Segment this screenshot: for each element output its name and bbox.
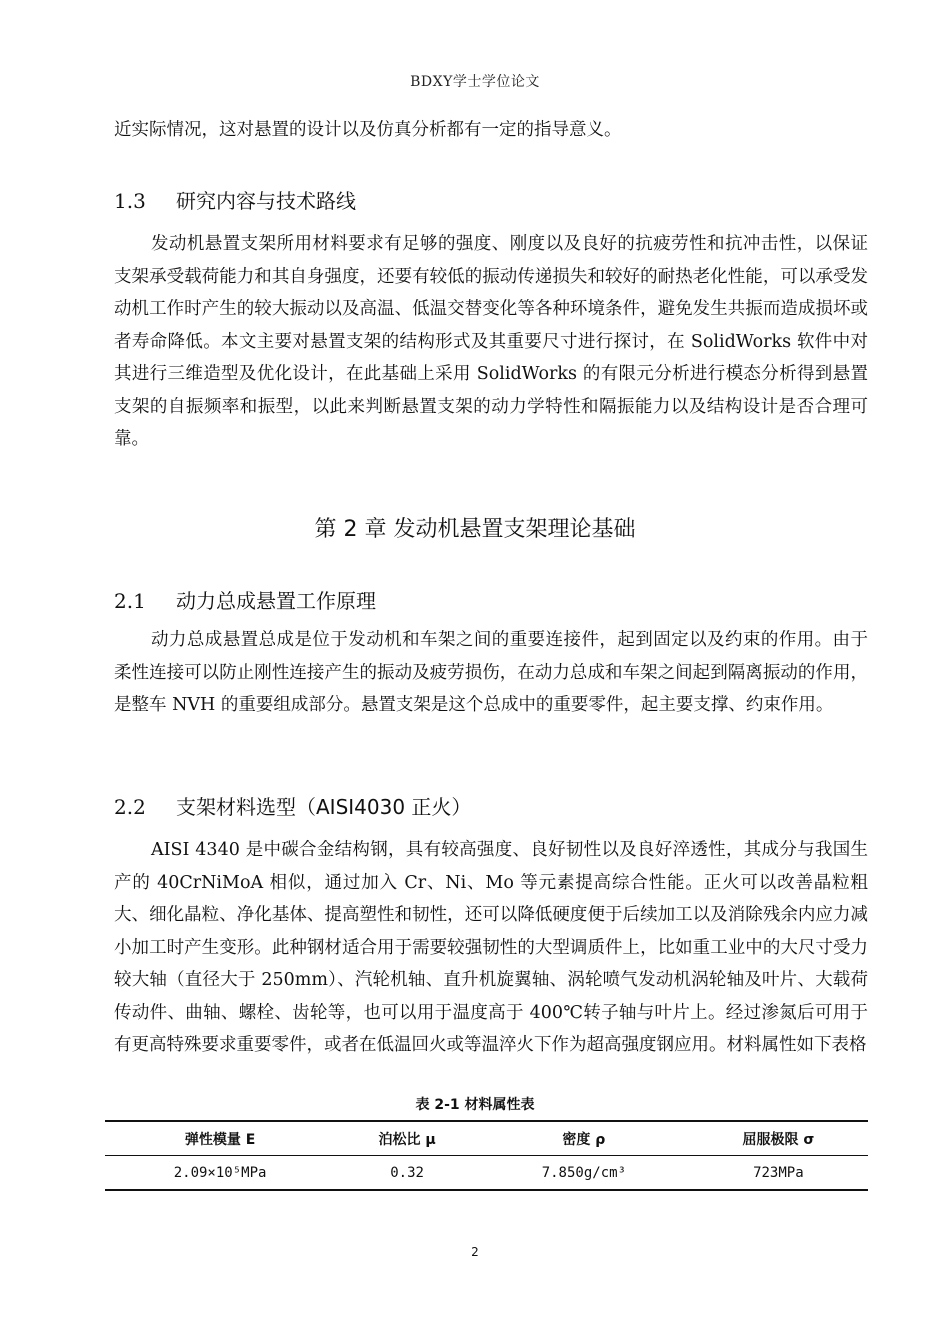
- paragraph-2-1: 动力总成悬置总成是位于发动机和车架之间的重要连接件，起到固定以及约束的作用。由于柔性连接可以防止刚性连接产生的振动及疲劳损伤，在动力总成和车架之间起到隔离振动的作用，是整车 NVH 的重要组成部分。悬置支架是这个总成中的重要零件，起主要支撑、约束作用。: [114, 630, 868, 715]
- table-header-row: [105, 1121, 868, 1156]
- continuation-paragraph: 近实际情况，这对悬置的设计以及仿真分析都有一定的指导意义。: [114, 120, 622, 140]
- table-cell: 723MPa: [689, 1156, 868, 1191]
- chapter-title: 第 2 章 发动机悬置支架理论基础: [314, 517, 636, 542]
- section-number: 1.3: [114, 189, 146, 213]
- table-header-cell: 泊松比 μ: [335, 1121, 479, 1156]
- table-cell: 0.32: [335, 1156, 479, 1191]
- table-cell: 2.09×10⁵MPa: [105, 1156, 335, 1191]
- paragraph-2-2: AISI 4340 是中碳合金结构钢，具有较高强度、良好韧性以及良好淬透性，其成分与我国生产的 40CrNiMoA 相似，通过加入 Cr、Ni、Mo 等元素提高综合性能。正火可以改善晶粒粗大、细化晶粒、净化基体、提高塑性和韧性，还可以降低硬度便于后续加工以及消除残余内应力减小加工时产生变形。此种钢材适合用于需要较强韧性的大型调质件上，比如重工业中的大尺寸受力较大轴（直径大于 250mm）、汽轮机轴、直升机旋翼轴、涡轮喷气发动机涡轮轴及叶片、大载荷传动件、曲轴、螺栓、齿轮等，也可以用于温度高于 400℃转子轴与叶片上。经过渗氮后可用于有更高特殊要求重要零件，或者在低温回火或等温淬火下作为超高强度钢应用。材料属性如下表格: [114, 840, 868, 1055]
- table-header-cell: 屈服极限 σ: [689, 1121, 868, 1156]
- running-header: BDXY学士学位论文: [410, 74, 540, 90]
- material-properties-table: [105, 1120, 868, 1191]
- table-cell: 7.850g/cm³: [479, 1156, 689, 1191]
- section-number: 2.1: [114, 589, 146, 613]
- paragraph-1-3: 发动机悬置支架所用材料要求有足够的强度、刚度以及良好的抗疲劳性和抗冲击性，以保证支架承受载荷能力和其自身强度，还要有较低的振动传递损失和较好的耐热老化性能，可以承受发动机工作时产生的较大振动以及高温、低温交替变化等各种环境条件，避免发生共振而造成损坏或者寿命降低。本文主要对悬置支架的结构形式及其重要尺寸进行探讨，在 SolidWorks 软件中对其进行三维造型及优化设计，在此基础上采用 SolidWorks 的有限元分析进行模态分析得到悬置支架的自振频率和振型，以此来判断悬置支架的动力学特性和隔振能力以及结构设计是否合理可靠。: [114, 234, 868, 449]
- section-title: 支架材料选型（AISI4030 正火）: [176, 795, 472, 819]
- section-heading-2-1: [114, 586, 376, 616]
- section-title: 研究内容与技术路线: [176, 189, 356, 213]
- section-title: 动力总成悬置工作原理: [176, 589, 376, 613]
- table-header-cell: 弹性模量 E: [105, 1121, 335, 1156]
- section-number: 2.2: [114, 795, 146, 819]
- table-caption: 表 2-1 材料属性表: [415, 1097, 535, 1113]
- table-header-cell: 密度 ρ: [479, 1121, 689, 1156]
- page-number: 2: [471, 1245, 479, 1259]
- table-row: [105, 1156, 868, 1191]
- section-heading-1-3: [114, 186, 356, 216]
- section-heading-2-2: [114, 792, 471, 822]
